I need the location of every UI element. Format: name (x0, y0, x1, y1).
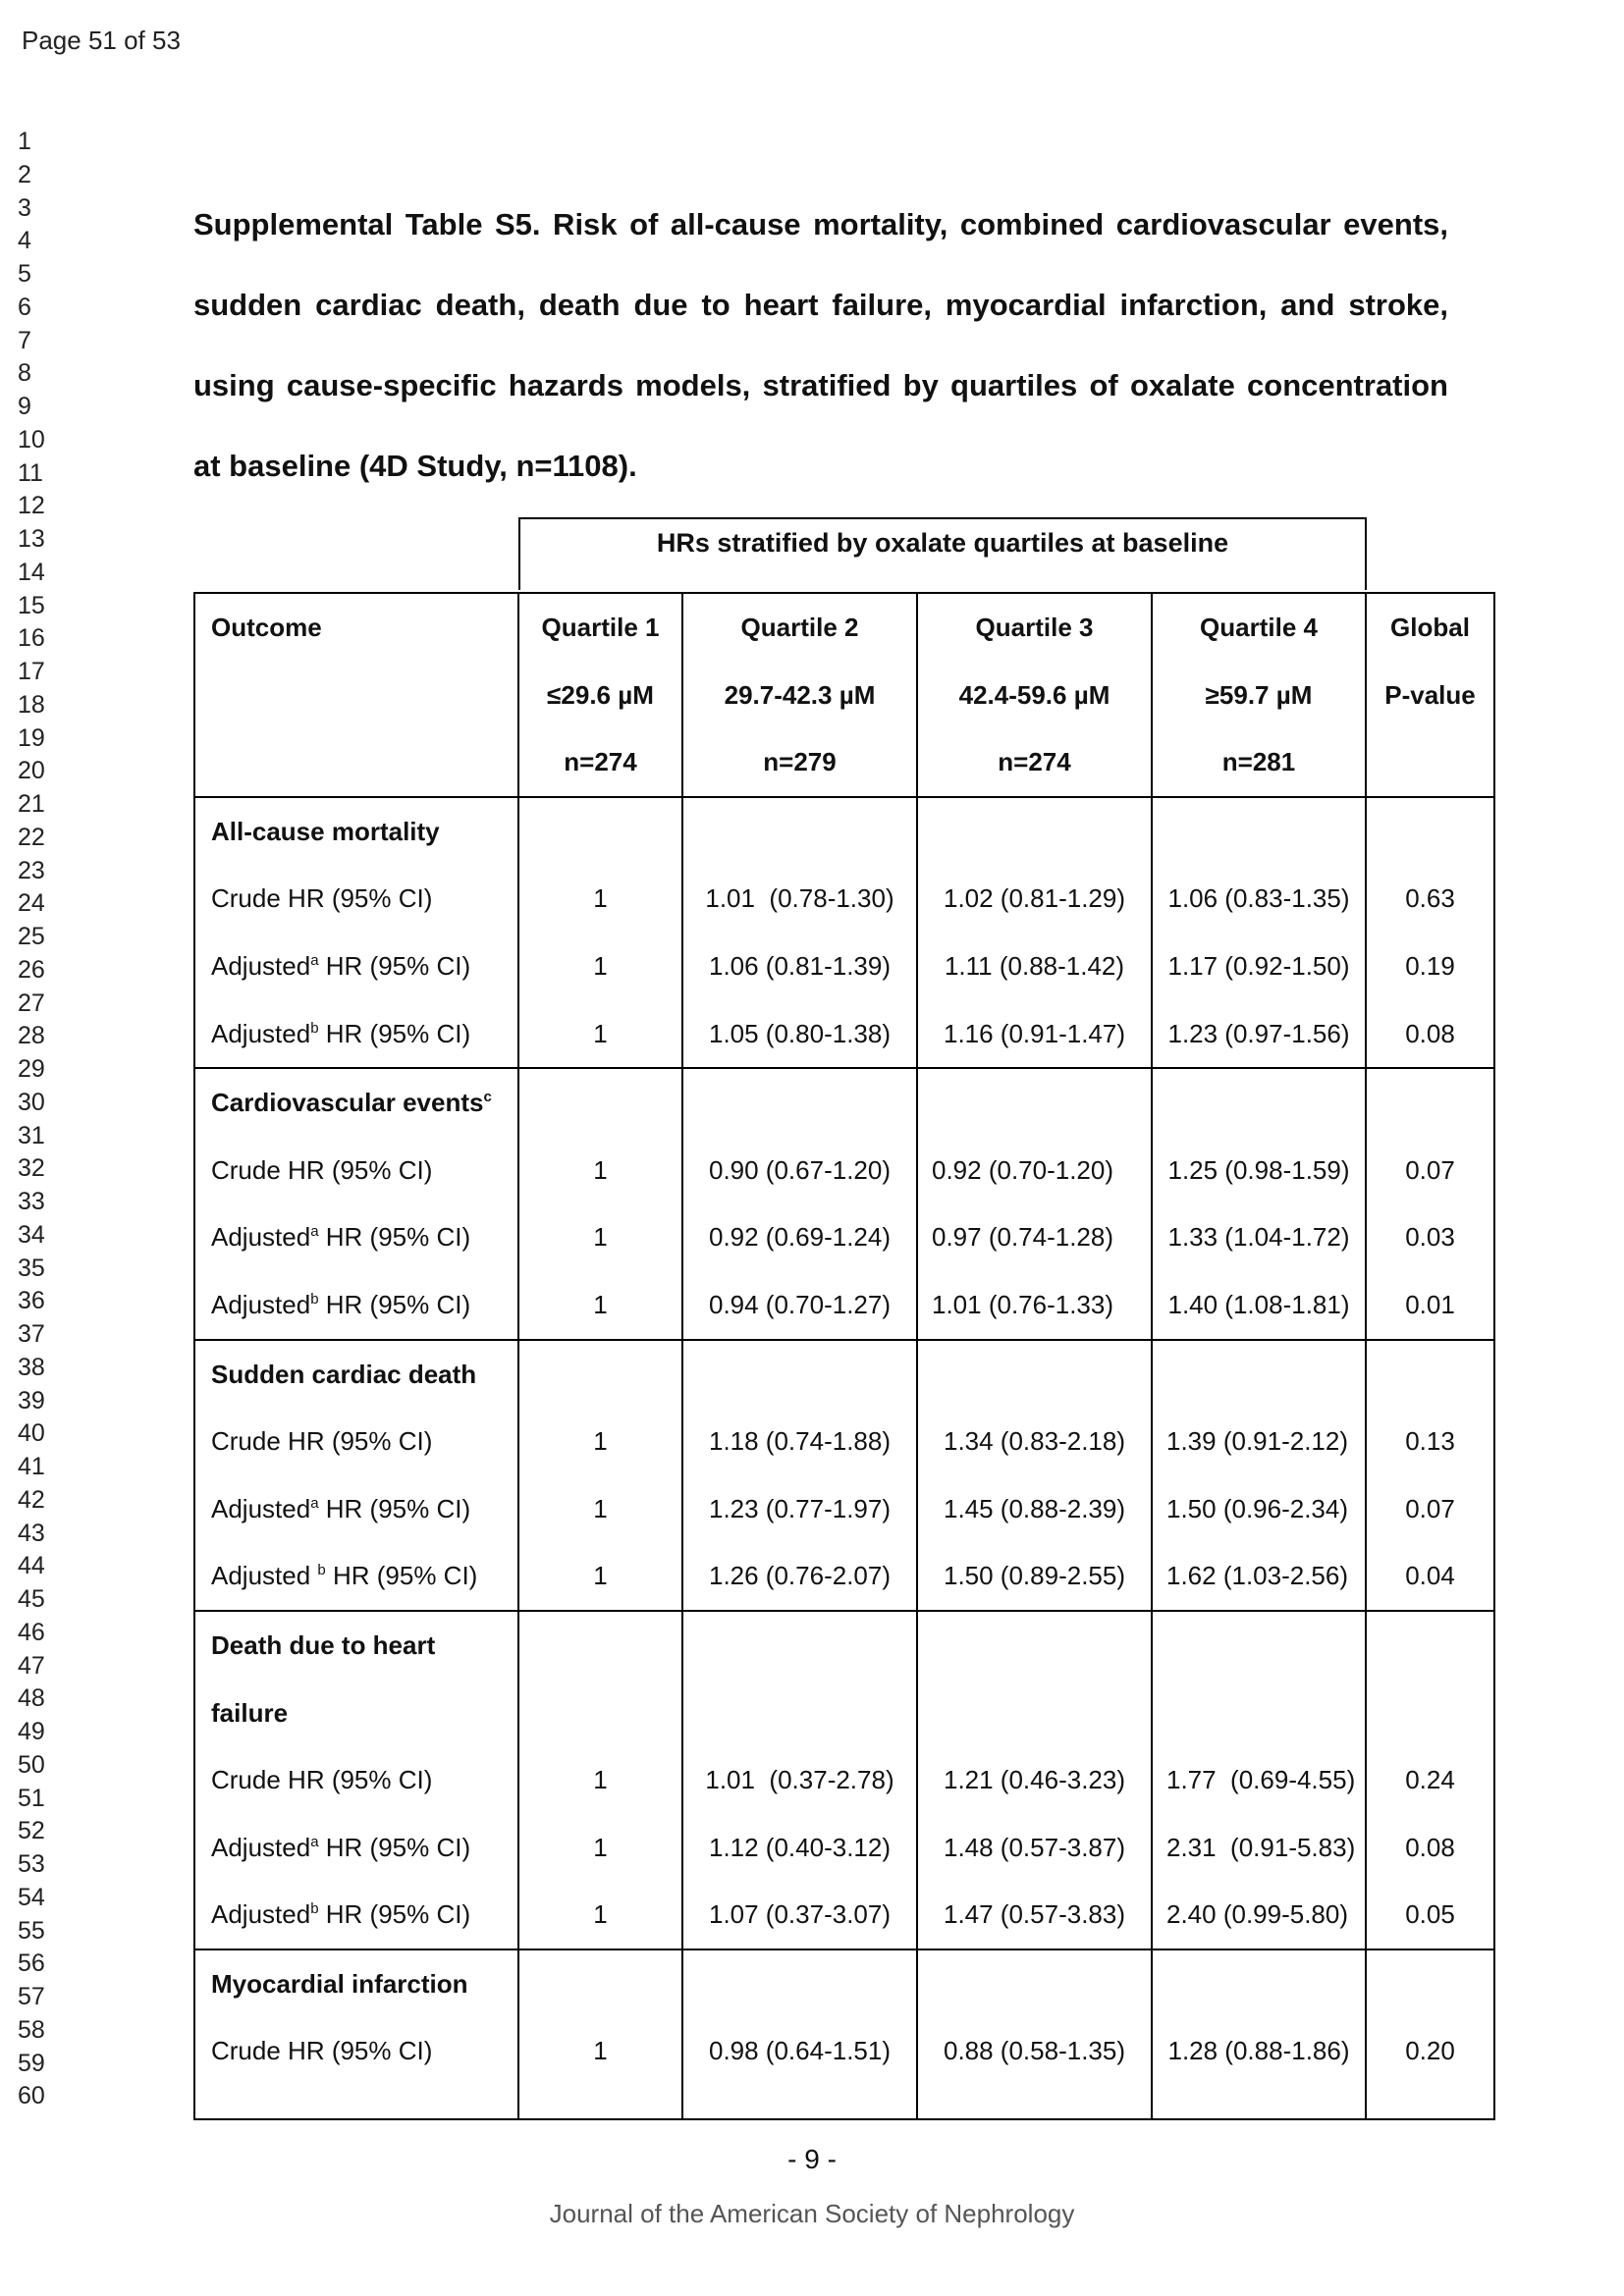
line-number: 29 (18, 1055, 45, 1083)
cell-p-value: 0.13 (1405, 1426, 1455, 1457)
cell-value: 1.47 (0.57-3.83) (943, 1899, 1125, 1930)
cell-value: 1 (593, 883, 608, 914)
cell-value: 1.62 (1.03-2.56) (1166, 1561, 1349, 1591)
cell-value: 1 (593, 1561, 608, 1591)
header-text: Quartile 2 (740, 613, 859, 642)
cell-value: 1.02 (0.81-1.29) (943, 883, 1125, 914)
line-number: 58 (18, 2015, 45, 2044)
cell-p-value: 0.07 (1405, 1493, 1455, 1523)
group-myocardial-infarction (194, 1949, 1494, 2119)
cell-value: 1 (593, 1222, 608, 1253)
line-number: 16 (18, 624, 45, 653)
cell-value: 0.94 (0.70-1.27) (708, 1289, 891, 1319)
header-text: Quartile 4 (1200, 613, 1318, 642)
row-label-crude: Crude HR (95% CI) (211, 1765, 433, 1795)
cell-value: 1.33 (1.04-1.72) (1167, 1222, 1350, 1253)
header-quartile-2 (682, 593, 917, 797)
line-number: 9 (18, 393, 31, 420)
line-number: 2 (18, 160, 31, 188)
cell-p-value: 0.05 (1405, 1899, 1455, 1930)
line-number: 51 (18, 1784, 45, 1812)
line-number: 8 (18, 359, 31, 388)
row-label-adjusted-a: Adjusted$^a$ HR (95% CI) (211, 1222, 471, 1253)
line-number: 50 (18, 1750, 45, 1779)
line-number: 54 (18, 1883, 45, 1911)
line-number: 13 (18, 525, 45, 553)
cell-value: 1.40 (1.08-1.81) (1167, 1289, 1350, 1319)
table-super-header: HRs stratified by oxalate quartiles at baseline (518, 517, 1367, 590)
line-number: 32 (18, 1154, 45, 1183)
cell-value: 1 (593, 1493, 608, 1523)
cell-value: 0.92 (0.70-1.20) (932, 1154, 1114, 1185)
cell-value: 1.06 (0.83-1.35) (1167, 883, 1350, 914)
header-text: 29.7-42.3 µM (724, 679, 876, 710)
line-number: 27 (18, 988, 45, 1017)
line-number: 52 (18, 1817, 45, 1845)
cell-value: 1.11 (0.88-1.42) (944, 950, 1125, 981)
page-label: Page 51 of 53 (22, 26, 181, 55)
row-label-crude: Crude HR (95% CI) (211, 883, 433, 914)
line-number: 15 (18, 591, 45, 619)
row-label-adjusted-a: Adjusted$^a$ HR (95% CI) (211, 1493, 471, 1523)
cell-p-value: 0.03 (1405, 1222, 1455, 1253)
line-number: 28 (18, 1022, 45, 1050)
line-number: 47 (18, 1651, 45, 1680)
line-number: 55 (18, 1916, 45, 1945)
cell-value: 1.39 (0.91-2.12) (1166, 1426, 1349, 1457)
line-number: 37 (18, 1320, 45, 1348)
group-death-heart-failure (194, 1611, 1494, 1949)
cell-value: 1.07 (0.37-3.07) (708, 1899, 891, 1930)
cell-value: 1.17 (0.92-1.50) (1167, 950, 1350, 981)
row-label-crude: Crude HR (95% CI) (211, 2036, 433, 2066)
header-text: n=274 (998, 747, 1071, 777)
line-number: 43 (18, 1519, 45, 1547)
cell-value: 1.77 (0.69-4.55) (1166, 1765, 1356, 1795)
line-number: 44 (18, 1552, 45, 1580)
line-number: 33 (18, 1188, 45, 1215)
header-text: n=274 (564, 747, 637, 777)
cell-value: 2.31 (0.91-5.83) (1166, 1832, 1356, 1862)
line-number: 46 (18, 1618, 45, 1646)
header-text: Global (1390, 613, 1470, 642)
line-number: 3 (18, 193, 31, 222)
header-outcome-label: Outcome (211, 613, 322, 642)
row-label-adjusted-a: Adjusted$^a$ HR (95% CI) (211, 950, 471, 981)
line-numbers (18, 126, 77, 2113)
cell-value: 0.92 (0.69-1.24) (708, 1222, 891, 1253)
header-quartile-4 (1152, 593, 1366, 797)
line-number: 5 (18, 260, 31, 288)
row-label-adjusted-a: Adjusted$^a$ HR (95% CI) (211, 1832, 471, 1862)
cell-value: 1.18 (0.74-1.88) (708, 1426, 891, 1457)
cell-p-value: 0.63 (1405, 883, 1455, 914)
line-number: 4 (18, 227, 31, 255)
cell-value: 1.01 (0.37-2.78) (705, 1765, 894, 1795)
header-quartile-3 (917, 593, 1152, 797)
cell-value: 1.05 (0.80-1.38) (708, 1018, 891, 1048)
header-text: Quartile 3 (975, 613, 1094, 642)
line-number: 59 (18, 2049, 45, 2077)
group-cardiovascular-events (194, 1068, 1494, 1339)
cell-p-value: 0.08 (1405, 1832, 1455, 1862)
group-title: Cardiovascular events$^c$ (211, 1088, 492, 1118)
cell-value: 1 (593, 1154, 608, 1185)
cell-value: 1.16 (0.91-1.47) (943, 1018, 1125, 1048)
cell-value: 1.01 (0.76-1.33) (932, 1289, 1114, 1319)
row-label-adjusted-b: Adjusted$^b$ HR (95% CI) (211, 1018, 471, 1048)
line-number: 20 (18, 757, 45, 785)
line-number: 23 (18, 856, 45, 884)
cell-value: 1 (593, 1765, 608, 1795)
cell-value: 0.88 (0.58-1.35) (943, 2036, 1125, 2066)
cell-value: 1.50 (0.96-2.34) (1166, 1493, 1349, 1523)
cell-p-value: 0.08 (1405, 1018, 1455, 1048)
group-title: failure (211, 1697, 289, 1728)
group-sudden-cardiac-death (194, 1340, 1494, 1611)
line-number: 49 (18, 1718, 45, 1745)
row-label-adjusted-b: Adjusted $^b$ HR (95% CI) (211, 1561, 478, 1591)
cell-value: 1 (593, 2036, 608, 2066)
line-number: 42 (18, 1485, 45, 1514)
header-text: n=279 (763, 747, 837, 777)
cell-value: 1.06 (0.81-1.39) (708, 950, 891, 981)
cell-value: 0.97 (0.74-1.28) (932, 1222, 1114, 1253)
line-number: 6 (18, 293, 31, 321)
header-row (194, 593, 1494, 797)
header-global-p (1366, 593, 1494, 797)
header-text: n=281 (1221, 747, 1296, 777)
line-number: 30 (18, 1088, 45, 1116)
header-text: ≥59.7 µM (1205, 679, 1313, 710)
line-number: 34 (18, 1220, 45, 1249)
cell-p-value: 0.19 (1405, 950, 1455, 981)
line-number: 19 (18, 723, 45, 752)
cell-p-value: 0.04 (1405, 1561, 1455, 1591)
cell-value: 1 (593, 1289, 608, 1319)
cell-value: 1.34 (0.83-2.18) (943, 1426, 1125, 1457)
cell-value: 1 (593, 1018, 608, 1048)
line-number: 48 (18, 1684, 45, 1713)
cell-p-value: 0.24 (1405, 1765, 1455, 1795)
line-number: 41 (18, 1453, 45, 1480)
line-number: 25 (18, 923, 45, 950)
cell-value: 2.40 (0.99-5.80) (1166, 1899, 1349, 1930)
line-number: 35 (18, 1254, 45, 1282)
cell-value: 1.48 (0.57-3.87) (943, 1832, 1125, 1862)
cell-value: 0.90 (0.67-1.20) (708, 1154, 891, 1185)
cell-value: 1 (593, 1426, 608, 1457)
line-number: 45 (18, 1585, 45, 1613)
group-title: Myocardial infarction (211, 1968, 468, 1999)
group-all-cause-mortality (194, 797, 1494, 1068)
cell-value: 1.01 (0.78-1.30) (705, 883, 894, 914)
cell-value: 1.21 (0.46-3.23) (943, 1765, 1125, 1795)
cell-p-value: 0.01 (1405, 1289, 1455, 1319)
cell-value: 1.12 (0.40-3.12) (708, 1832, 891, 1862)
journal-footer: Journal of the American Society of Nephrology (549, 2199, 1075, 2228)
line-number: 7 (18, 326, 31, 354)
page-number: - 9 - (787, 2144, 837, 2174)
cell-value: 1.25 (0.98-1.59) (1167, 1154, 1350, 1185)
line-number: 36 (18, 1287, 45, 1315)
line-number: 24 (18, 889, 45, 918)
group-title: All-cause mortality (211, 816, 440, 846)
row-label-adjusted-b: Adjusted$^b$ HR (95% CI) (211, 1899, 471, 1930)
line-number: 57 (18, 1983, 45, 2010)
cell-value: 1.23 (0.77-1.97) (708, 1493, 891, 1523)
cell-value: 1.28 (0.88-1.86) (1167, 2036, 1350, 2066)
line-number: 11 (18, 458, 43, 487)
cell-value: 1 (593, 1899, 608, 1930)
row-label-crude: Crude HR (95% CI) (211, 1426, 433, 1457)
line-number: 40 (18, 1419, 45, 1448)
results-table (193, 592, 1495, 2120)
group-title: Sudden cardiac death (211, 1359, 477, 1389)
line-number: 53 (18, 1850, 45, 1878)
line-number: 17 (18, 658, 45, 685)
line-number: 39 (18, 1386, 45, 1415)
line-number: 22 (18, 823, 45, 851)
group-title: Death due to heart (211, 1629, 436, 1660)
header-quartile-1 (518, 593, 682, 797)
header-text: ≤29.6 µM (547, 679, 654, 710)
line-number: 31 (18, 1121, 45, 1149)
line-number: 21 (18, 790, 45, 818)
cell-value: 1.23 (0.97-1.56) (1167, 1018, 1350, 1048)
header-text: 42.4-59.6 µM (958, 679, 1110, 710)
cell-value: 1 (593, 950, 608, 981)
cell-value: 1.50 (0.89-2.55) (943, 1561, 1125, 1591)
line-number: 12 (18, 492, 45, 520)
cell-value: 1.45 (0.88-2.39) (943, 1493, 1125, 1523)
line-number: 10 (18, 425, 45, 454)
line-number: 60 (18, 2082, 45, 2110)
header-outcome (194, 593, 518, 797)
cell-value: 0.98 (0.64-1.51) (708, 2036, 891, 2066)
table-caption: Supplemental Table S5. Risk of all-cause mortality, combined cardiovascular events, sudden cardiac death, death due to heart failure, myocardial infarction, and stroke, using cause-specific hazards models, stratified by quartiles of oxalate concentration at baseline (4D Study, n=1108). (193, 207, 1448, 483)
line-number: 38 (18, 1353, 45, 1381)
cell-p-value: 0.07 (1405, 1154, 1455, 1185)
line-number: 18 (18, 690, 45, 719)
cell-value: 1.26 (0.76-2.07) (708, 1561, 891, 1591)
line-number: 14 (18, 558, 45, 586)
row-label-adjusted-b: Adjusted$^b$ HR (95% CI) (211, 1289, 471, 1319)
cell-value: 1 (593, 1832, 608, 1862)
line-number: 1 (18, 128, 31, 155)
line-number: 26 (18, 955, 45, 984)
line-number: 56 (18, 1949, 45, 1978)
row-label-crude: Crude HR (95% CI) (211, 1154, 433, 1185)
header-text: Quartile 1 (541, 613, 660, 642)
header-text: P-value (1384, 679, 1476, 710)
cell-p-value: 0.20 (1405, 2036, 1455, 2066)
